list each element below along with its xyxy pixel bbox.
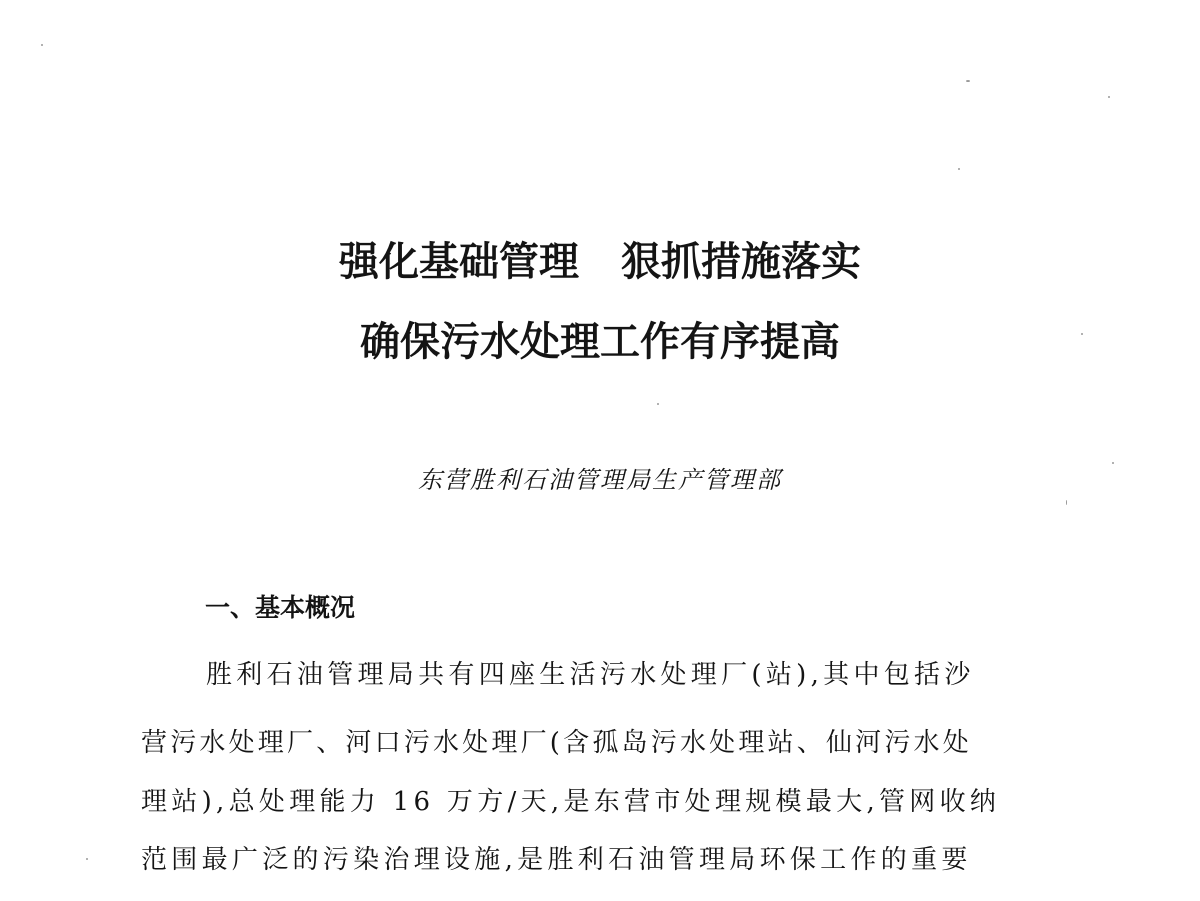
scan-speck — [86, 858, 88, 860]
title-line-1 — [0, 238, 1200, 286]
scan-speck — [657, 403, 659, 405]
scan-speck — [958, 168, 960, 170]
section-heading: 一、基本概况 — [205, 593, 356, 622]
scan-speck — [1081, 333, 1083, 335]
scan-speck — [41, 44, 43, 46]
title-phrase-1: 强化基础管理 — [339, 239, 579, 285]
paragraph-line: 范围最广泛的污染治理设施,是胜利石油管理局环保工作的重要 — [141, 845, 972, 875]
paragraph-line: 理站),总处理能力 16 万方/天,是东营市处理规模最大,管网收纳 — [141, 787, 1001, 817]
paragraph-line: 胜利石油管理局共有四座生活污水处理厂(站),其中包括沙 — [206, 660, 975, 690]
scan-speck — [1108, 96, 1110, 98]
scan-speck — [1112, 462, 1114, 464]
paragraph-line: 营污水处理厂、河口污水处理厂(含孤岛污水处理站、仙河污水处 — [141, 728, 972, 758]
title-phrase-2: 狠抓措施落实 — [621, 239, 861, 285]
title-line-2: 确保污水处理工作有序提高 — [360, 319, 840, 365]
author-organization: 东营胜利石油管理局生产管理部 — [418, 466, 782, 494]
scan-speck — [1066, 500, 1067, 505]
scan-speck — [966, 80, 970, 82]
